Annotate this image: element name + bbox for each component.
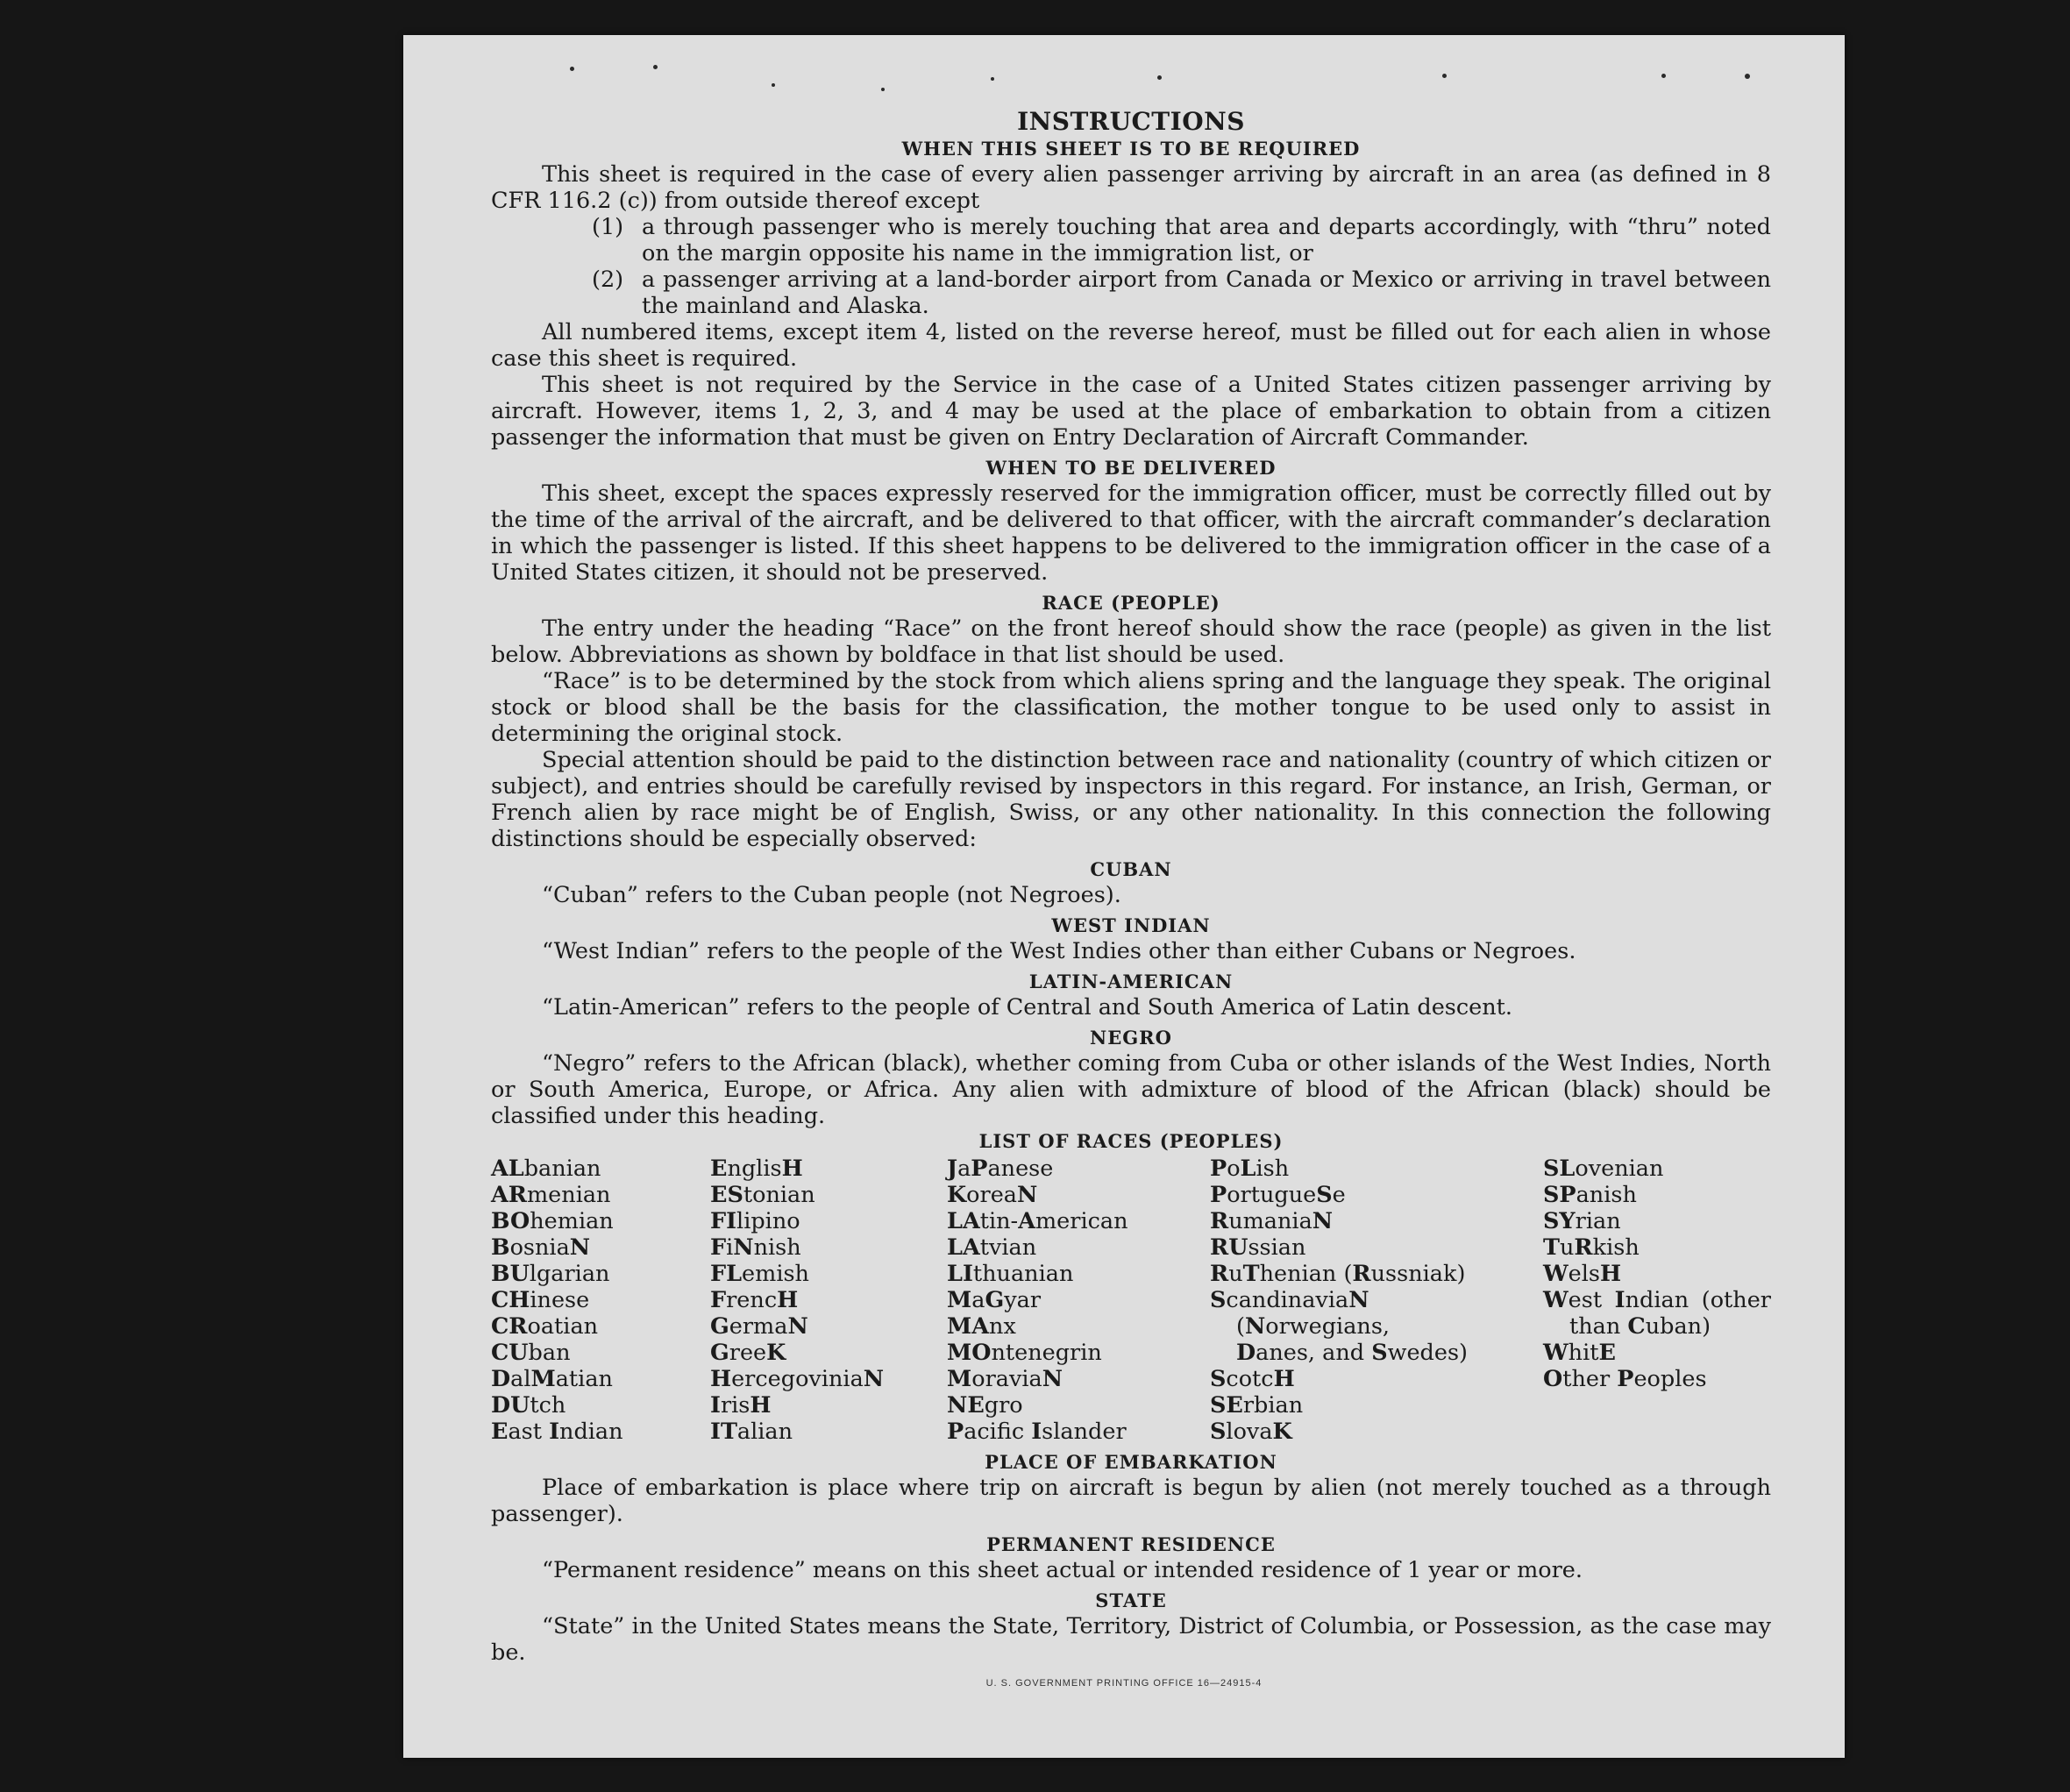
race-entry: LAtvian: [947, 1234, 1037, 1261]
race-entry: RumaniaN: [1210, 1208, 1334, 1234]
race-entry: WhitE: [1543, 1340, 1616, 1366]
exception-text: a passenger arriving at a land-border airport from Canada or Mexico or arriving in travel between the mainland and Alaska.: [642, 267, 1771, 319]
race-entry: Pacific Islander: [947, 1419, 1127, 1445]
race-entry: RUssian: [1210, 1234, 1306, 1261]
race-entry: ALbanian: [491, 1156, 601, 1182]
race-para-3: Special attention should be paid to the distinction between race and nationality (country of which citizen or subject), and entries should be carefully revised by inspectors in this regard. For instance, an Irish, German, or French alien by race might be of English, Swiss, or any other nationality. In this connection the following distinctions should be especially observed:: [491, 747, 1771, 852]
race-entry: BosniaN: [491, 1234, 591, 1261]
race-entry: RuThenian (Russniak): [1210, 1261, 1466, 1287]
heading-cuban: CUBAN: [1090, 858, 1172, 880]
race-entry: PoLish: [1210, 1156, 1290, 1182]
race-entry: LAtin-American: [947, 1208, 1128, 1234]
race-entry: GermaN: [710, 1313, 808, 1340]
race-entry: MAnx: [947, 1313, 1016, 1340]
race-entry: GreeK: [710, 1340, 786, 1366]
race-entry: JaPanese: [947, 1156, 1054, 1182]
race-entry: ITalian: [710, 1419, 793, 1445]
race-column-2: [710, 1156, 929, 1445]
race-entry: LIthuanian: [947, 1261, 1074, 1287]
race-entry: SlovaK: [1210, 1419, 1292, 1445]
required-intro: This sheet is required in the case of every alien passenger arriving by aircraft in an area (as defined in 8 CFR 116.2 (c)) from outside thereof except: [491, 161, 1771, 214]
race-entry: FLemish: [710, 1261, 809, 1287]
required-para-3: This sheet is not required by the Service in the case of a United States citizen passenger arriving by aircraft. However, items 1, 2, 3, and 4 may be used at the place of embarkation to obtain from a citizen passenger the information that must be given on Entry Declaration of Aircraft Commander.: [491, 372, 1771, 451]
race-entry: SYrian: [1543, 1208, 1621, 1234]
heading-state: STATE: [1095, 1589, 1167, 1611]
race-entry: IrisH: [710, 1392, 772, 1419]
race-entry: PortugueSe: [1210, 1182, 1346, 1208]
document-page: [403, 35, 1845, 1758]
race-entry: SErbian: [1210, 1392, 1304, 1419]
race-entry: MoraviaN: [947, 1366, 1063, 1392]
race-list: [491, 1156, 1771, 1445]
race-column-5: [1543, 1156, 1771, 1445]
race-entry: SLovenian: [1543, 1156, 1664, 1182]
race-entry: MOntenegrin: [947, 1340, 1102, 1366]
race-column-3: [947, 1156, 1192, 1445]
cuban-text: “Cuban” refers to the Cuban people (not Negroes).: [542, 882, 1121, 908]
race-entry: FrencH: [710, 1287, 799, 1313]
race-entry: DalMatian: [491, 1366, 613, 1392]
heading-list-of-races: LIST OF RACES (PEOPLES): [978, 1130, 1284, 1152]
state-text: “State” in the United States means the State, Territory, District of Columbia, or Possession, as the case may be.: [491, 1613, 1771, 1666]
exception-number: (2): [592, 267, 624, 293]
race-entry: ARmenian: [491, 1182, 611, 1208]
race-entry: ScandinaviaN (Norwegians, Danes, and Swedes): [1210, 1287, 1468, 1366]
race-entry: CRoatian: [491, 1313, 599, 1340]
race-para-2: “Race” is to be determined by the stock from which aliens spring and the language they speak. The original stock or blood shall be the basis for the classification, the mother tongue to be used only to assist in determining the original stock.: [491, 668, 1771, 747]
race-entry: BOhemian: [491, 1208, 614, 1234]
race-entry: CUban: [491, 1340, 571, 1366]
race-entry: KoreaN: [947, 1182, 1038, 1208]
race-entry: WelsH: [1543, 1261, 1622, 1287]
heading-when-delivered: WHEN TO BE DELIVERED: [985, 457, 1277, 479]
exception-text: a through passenger who is merely touching that area and departs accordingly, with “thru” noted on the margin opposite his name in the immigration list, or: [642, 214, 1771, 267]
embarkation-text: Place of embarkation is place where trip on aircraft is begun by alien (not merely touched as a through passenger).: [491, 1475, 1771, 1527]
heading-permanent-residence: PERMANENT RESIDENCE: [986, 1533, 1276, 1555]
west-indian-text: “West Indian” refers to the people of the West Indies other than either Cubans or Negroes.: [542, 938, 1576, 964]
printing-office-footer: U. S. GOVERNMENT PRINTING OFFICE 16—24915-4: [985, 1678, 1263, 1689]
race-entry: FIlipino: [710, 1208, 800, 1234]
race-entry: SPanish: [1543, 1182, 1637, 1208]
race-entry: BUlgarian: [491, 1261, 610, 1287]
race-entry: HercegoviniaN: [710, 1366, 885, 1392]
race-entry: MaGyar: [947, 1287, 1042, 1313]
negro-text: “Negro” refers to the African (black), whether coming from Cuba or other islands of the West Indies, North or South America, Europe, or Africa. Any alien with admixture of blood of the African (black) should be classified under this heading.: [491, 1050, 1771, 1129]
race-entry: TuRkish: [1543, 1234, 1640, 1261]
heading-west-indian: WEST INDIAN: [1051, 914, 1211, 936]
race-entry: EStonian: [710, 1182, 815, 1208]
heading-when-required: WHEN THIS SHEET IS TO BE REQUIRED: [901, 138, 1361, 160]
required-para-2: All numbered items, except item 4, listed on the reverse hereof, must be filled out for each alien in whose case this sheet is required.: [491, 319, 1771, 372]
exception-number: (1): [592, 214, 624, 240]
delivered-text: This sheet, except the spaces expressly reserved for the immigration officer, must be correctly filled out by the time of the arrival of the aircraft, and be delivered to that officer, with the aircraft commander’s declaration in which the passenger is listed. If this sheet happens to be delivered to the immigration officer in the case of a United States citizen, it should not be preserved.: [491, 480, 1771, 586]
residence-text: “Permanent residence” means on this sheet actual or intended residence of 1 year or more.: [542, 1557, 1583, 1583]
race-entry: EnglisH: [710, 1156, 803, 1182]
heading-latin-american: LATIN-AMERICAN: [1028, 971, 1234, 992]
race-entry: FiNnish: [710, 1234, 801, 1261]
latin-american-text: “Latin-American” refers to the people of Central and South America of Latin descent.: [542, 994, 1513, 1020]
race-para-1: The entry under the heading “Race” on the front hereof should show the race (people) as given in the list below. Abbreviations as shown by boldface in that list should be used.: [491, 615, 1771, 668]
race-entry: DUtch: [491, 1392, 566, 1419]
heading-race: RACE (PEOPLE): [1042, 592, 1220, 614]
heading-negro: NEGRO: [1090, 1027, 1172, 1049]
race-column-4: [1210, 1156, 1473, 1445]
race-entry: CHinese: [491, 1287, 590, 1313]
race-entry: Other Peoples: [1543, 1366, 1707, 1392]
race-column-1: [491, 1156, 693, 1445]
exception-item-2: [491, 267, 1771, 319]
race-entry: East Indian: [491, 1419, 623, 1445]
heading-embarkation: PLACE OF EMBARKATION: [985, 1451, 1277, 1473]
instructions-body: [491, 107, 1771, 1666]
race-entry: NEgro: [947, 1392, 1023, 1419]
document-title: INSTRUCTIONS: [1017, 107, 1245, 136]
race-entry: West Indian (other than Cuban): [1543, 1287, 1771, 1340]
race-entry: ScotcH: [1210, 1366, 1295, 1392]
exception-item-1: [491, 214, 1771, 267]
